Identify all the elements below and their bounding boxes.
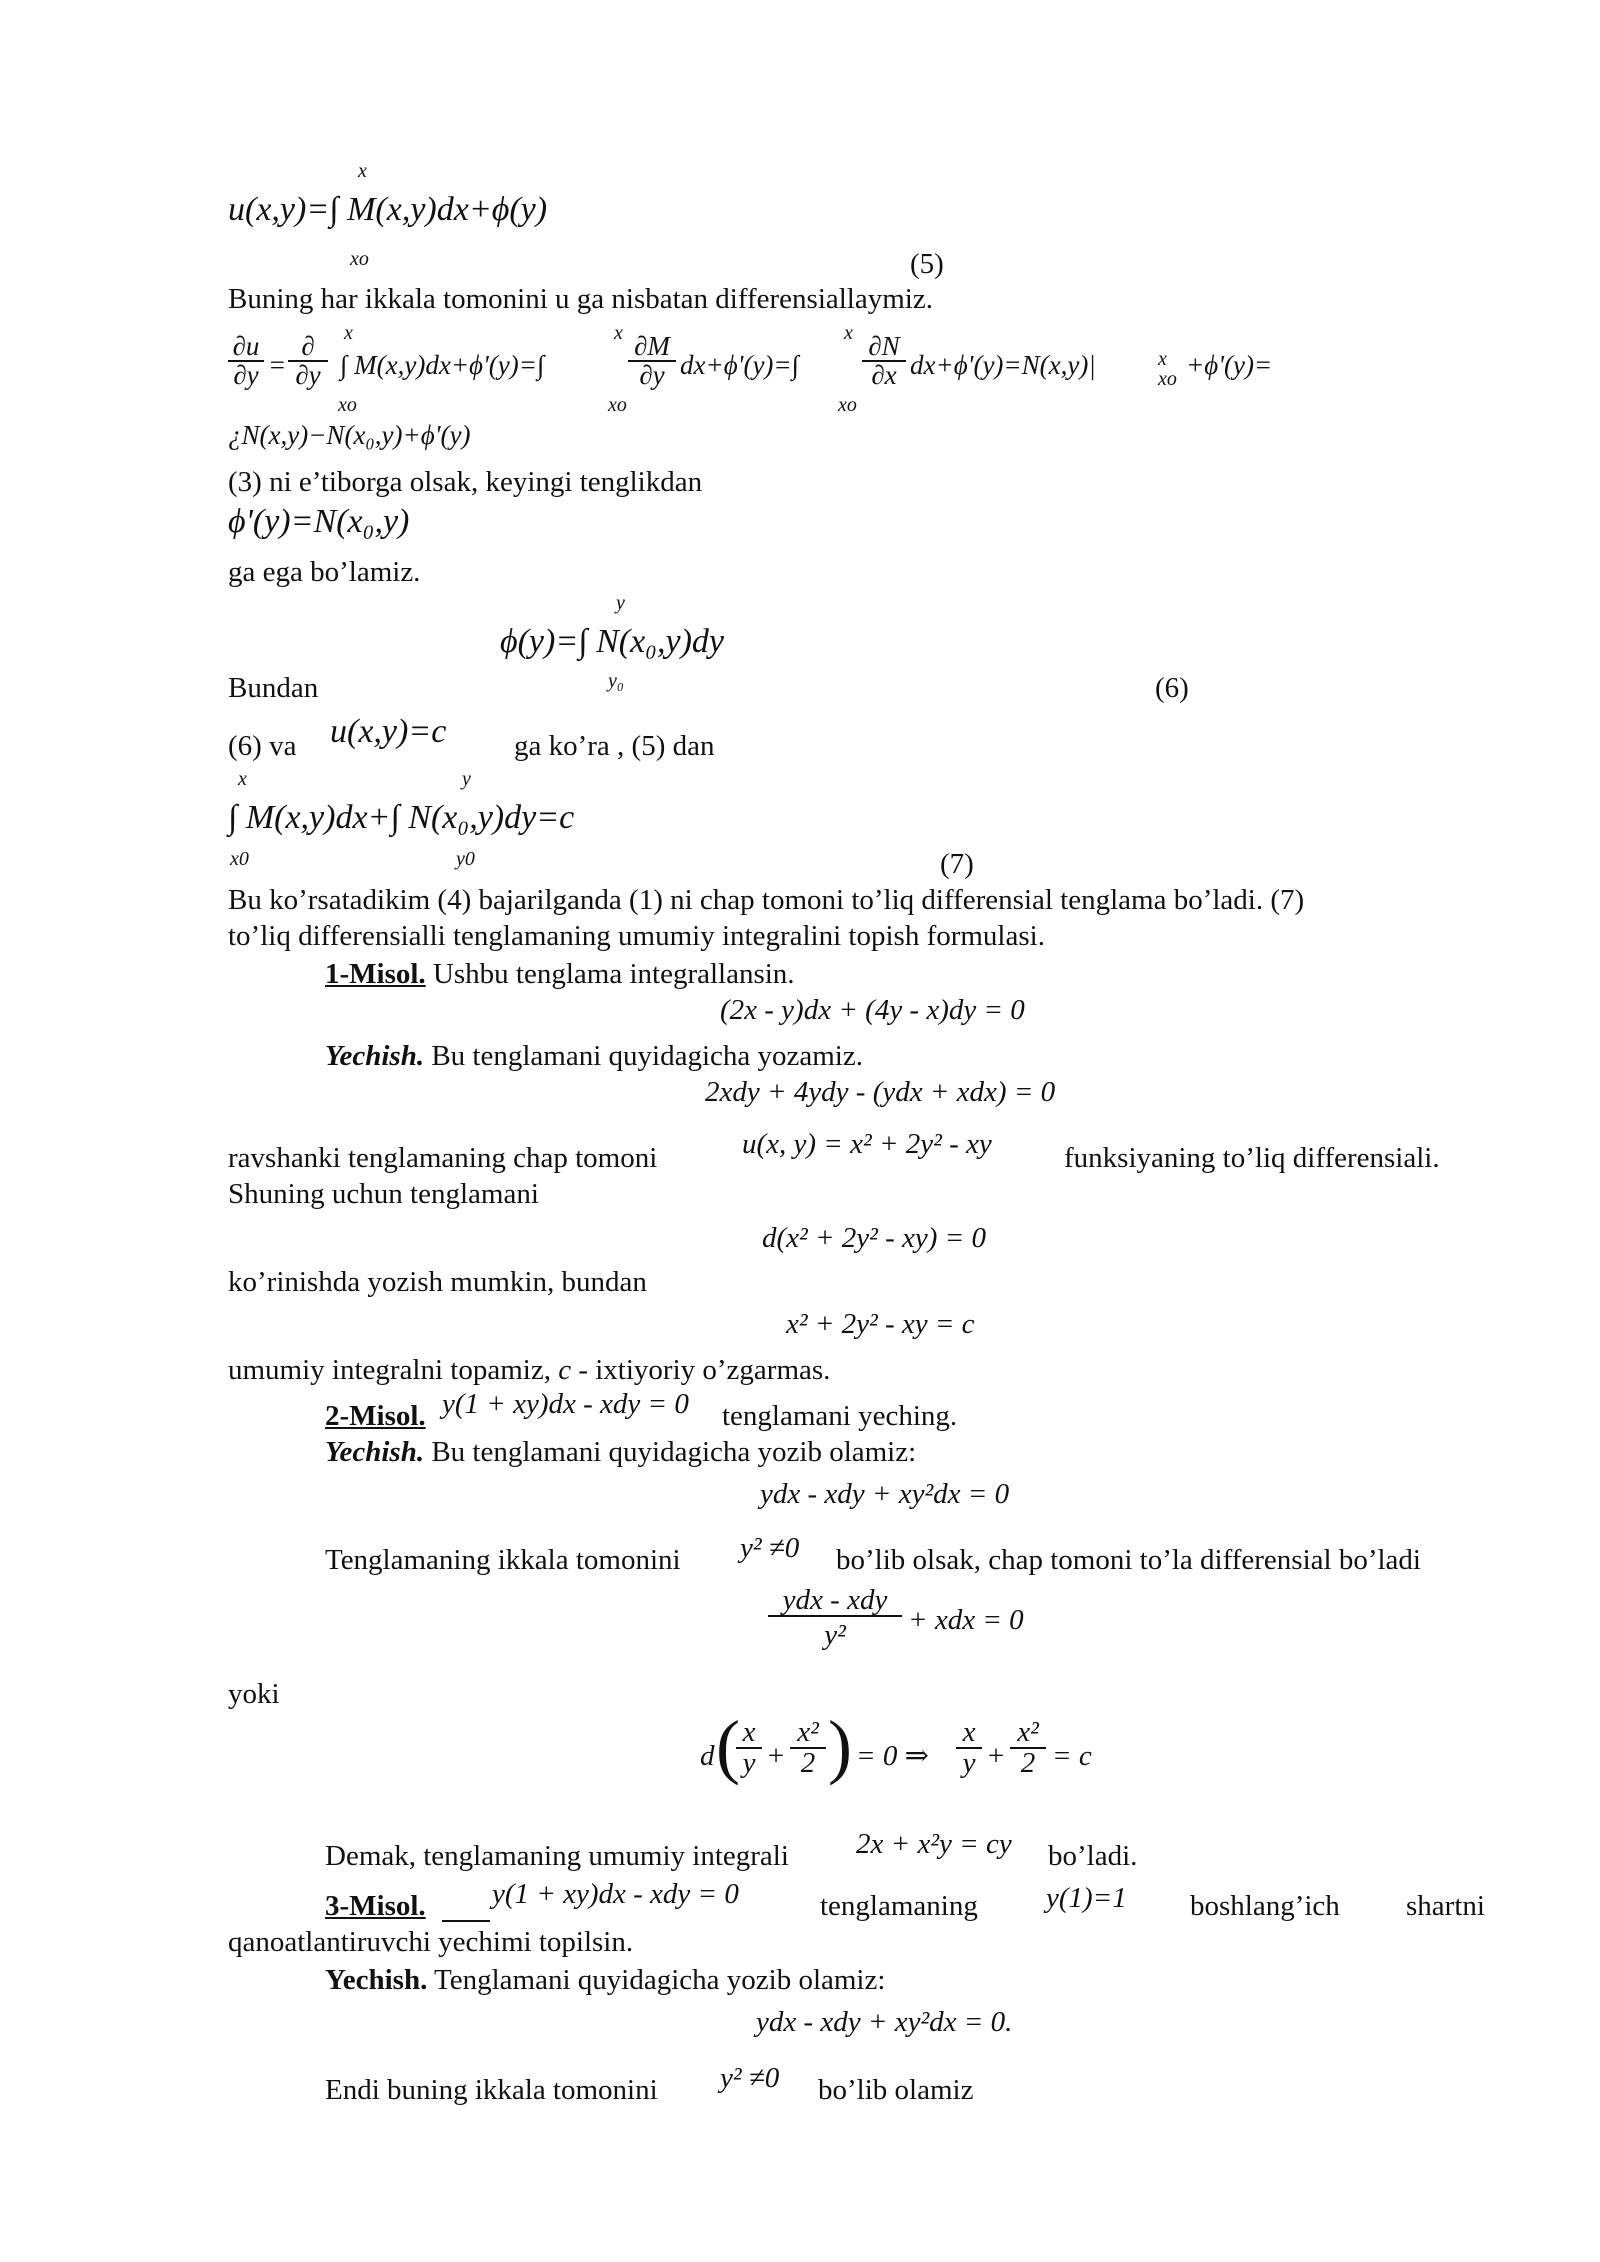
text-line: boshlang’ich [1190,1890,1340,1922]
limit: y [462,768,471,790]
limit: x [1158,348,1167,370]
text-line: bo’ladi. [1048,1840,1138,1872]
limit: xo [1158,368,1177,390]
limit: y₀ [608,670,624,692]
limit: y [616,592,625,614]
text-line: (6) va [228,730,297,762]
fraction-dm-dy: $\frac{\partial M}{\partial y}$ [628,333,676,389]
equation-number-5: (5) [910,248,944,280]
fraction-dn-dx: $\frac{\partial N}{\partial x}$ [862,333,906,389]
integral-upper-limit: x [358,160,367,182]
text-line: tenglamaning [820,1890,978,1922]
text-line: shartni [1406,1890,1485,1922]
formula-part: = [268,350,287,380]
formula-plus: + [986,1740,1006,1772]
text-line: bo’lib olsak, chap tomoni to’la differensial bo’ladi [836,1544,1421,1576]
limit: x [238,768,247,790]
solution-3: Yechish. Tenglamani quyidagicha yozib olamiz: [325,1964,886,1996]
limit: xo [608,394,627,416]
equation-number-6: (6) [1155,672,1189,704]
example-2-label: 2-Misol. [325,1400,426,1432]
formula-part: dx+ϕ'(y)=N(x,y)| [910,350,1096,380]
example-3-label: 3-Misol. [325,1890,426,1922]
solution-1: Yechish. Bu tenglamani quyidagicha yozamiz. [325,1040,863,1072]
fraction-du-dy: $\frac{\partial u}{\partial y}$ [228,333,264,389]
text-line: ravshanki tenglamaning chap tomoni [228,1142,658,1174]
text-line: umumiy integralni topamiz, c - ixtiyoriy o’zgarmas. [228,1354,831,1386]
text-line: (3) ni e’tiborga olsak, keyingi tenglikdan [228,466,703,498]
formula-phi-prime: ϕ'(y)=N(x₀,y) [228,503,410,540]
formula-part: = 0 ⇒ [856,1740,929,1772]
solution-2: Yechish. Bu tenglamani quyidagicha yozib olamiz: [325,1436,917,1468]
fraction-d-dy: ∂ ∂y [288,333,328,389]
limit: x [614,322,623,344]
formula-u: u(x,y)=∫ M(x,y)dx+ϕ(y) [228,191,548,228]
limit: xo [338,394,357,416]
text-line: to’liq differensialli tenglamaning umumiy integralini topish formulasi. [228,920,1045,952]
formula: + xdx = 0 [908,1604,1024,1636]
limit: x0 [230,848,249,870]
example-1: 1-Misol. Ushbu tenglama integrallansin. [325,958,795,990]
formula-part: ∫ M(x,y)dx+ϕ'(y)=∫ [340,350,545,380]
fraction-x2-2: $\frac{\text{x²}}{2}$ [1010,1718,1046,1778]
formula: d(x² + 2y² - xy) = 0 [762,1222,986,1254]
limit: xo [838,394,857,416]
fraction-ex2: ydx - xdy y² [768,1586,902,1650]
formula-part: = c [1052,1740,1092,1772]
formula-phi: ϕ(y)=∫ N(x₀,y)dy [500,623,725,660]
formula-line: ¿N(x,y)−N(x₀,y)+ϕ'(y) [228,420,471,450]
text-line: Shuning uchun tenglamani [228,1178,539,1210]
formula-plus: + [766,1740,786,1772]
formula: y(1 + xy)dx - xdy = 0 [442,1388,689,1420]
text-line: bo’lib olamiz [818,2074,974,2106]
text-line: Buning har ikkala tomonini u ga nisbatan differensiallaymiz. [228,283,933,315]
text-line: Endi buning ikkala tomonini [325,2074,658,2106]
paren-right: ) [828,1706,852,1786]
limit: y0 [456,848,475,870]
text-line: Demak, tenglamaning umumiy integrali [325,1840,789,1872]
formula: y(1)=1 [1046,1882,1127,1914]
formula-uc: u(x,y)=c [330,713,447,750]
paren-left: ( [716,1706,740,1786]
formula: 2x + x²y = cy [856,1828,1012,1860]
text-line: tenglamani yeching. [722,1400,958,1432]
text-line: ko’rinishda yozish mumkin, bundan [228,1266,647,1298]
formula: u(x, y) = x² + 2y² - xy [742,1128,992,1160]
text-line: funksiyaning to’liq differensiali. [1064,1142,1440,1174]
fraction-x-y: $\frac{x}{y}$ [736,1718,762,1778]
formula: ydx - xdy + xy²dx = 0 [760,1478,1010,1510]
fraction-x2-2: $\frac{\text{x²}}{2}$ [790,1718,826,1778]
formula: x² + 2y² - xy = c [786,1308,975,1340]
text-line: Bundan [228,672,319,704]
text-line: yoki [228,1678,280,1710]
integral-lower-limit: xo [350,248,369,270]
text-line: Bu ko’rsatadikim (4) bajarilganda (1) ni chap tomoni to’liq differensial tenglama bo’ladi. (7) [228,884,1305,916]
limit: x [844,322,853,344]
formula: y(1 + xy)dx - xdy = 0 [492,1878,739,1910]
formula: y² ≠0 [740,1532,800,1564]
fraction-x-y: $\frac{x}{y}$ [956,1718,982,1778]
formula-d: d [700,1740,715,1772]
formula-part: dx+ϕ'(y)=∫ [680,350,800,380]
text-line: ga ko’ra , (5) dan [514,730,715,762]
text-line: ga ega bo’lamiz. [228,556,421,588]
underline-blank [442,1890,490,1922]
formula: (2x - y)dx + (4y - x)dy = 0 [720,994,1025,1026]
formula: 2xdy + 4ydy - (ydx + xdx) = 0 [705,1076,1056,1108]
formula: ydx - xdy + xy²dx = 0. [756,2006,1013,2038]
formula: y² ≠0 [720,2062,780,2094]
equation-number-7: (7) [940,848,974,880]
formula-part: +ϕ'(y)= [1186,350,1273,380]
text-line: qanoatlantiruvchi yechimi topilsin. [228,1926,634,1958]
text-line: Tenglamaning ikkala tomonini [325,1544,681,1576]
limit: x [344,322,353,344]
formula-seven: ∫ M(x,y)dx+∫ N(x₀,y)dy=c [228,799,575,836]
